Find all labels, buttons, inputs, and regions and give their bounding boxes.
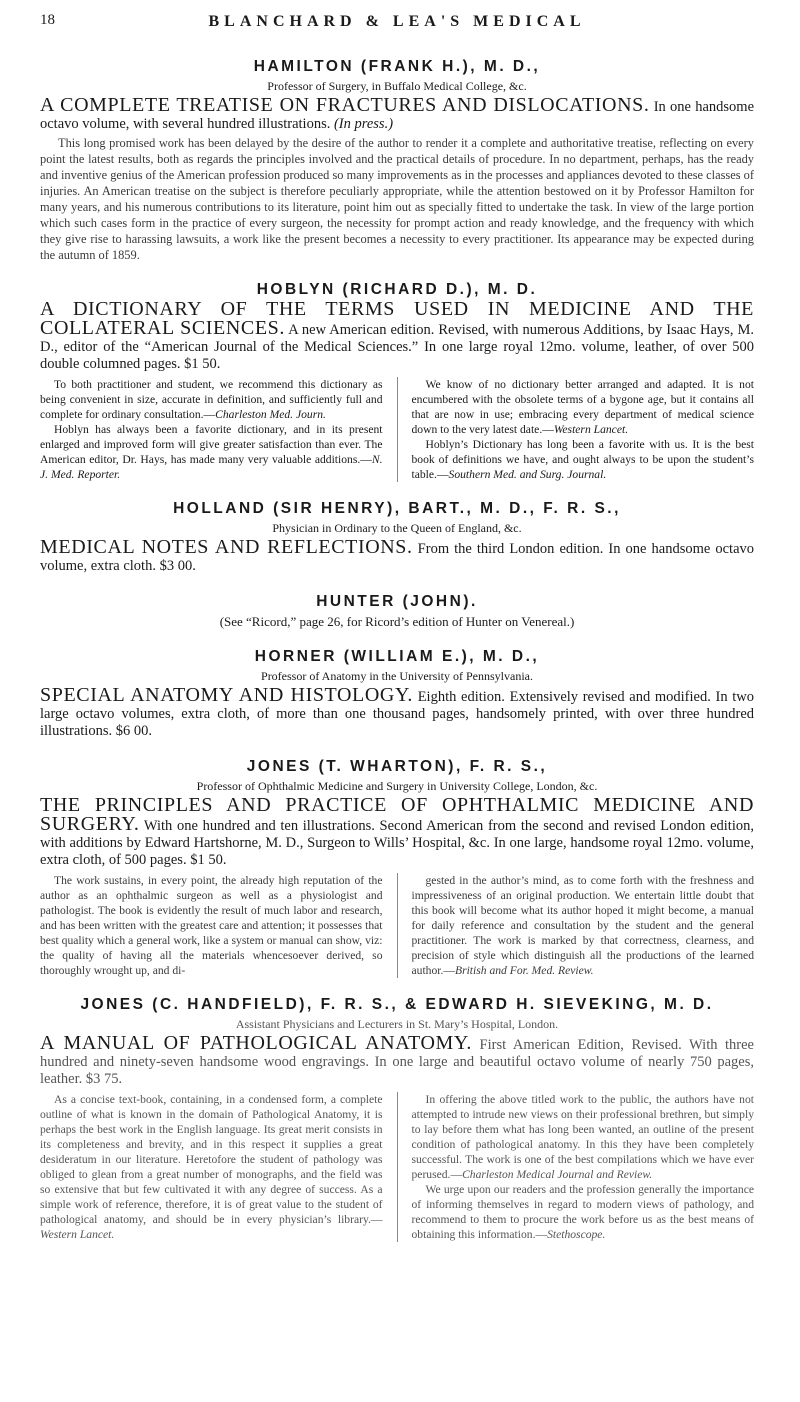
book-description: This long promised work has been delayed by the desire of the author to render it a complete and authoritative treatise, reflecting on every point the latest results, both as regards the principles involved and the practical details of procedure. In no department, perhaps, has the ready and inventive genius of the American profession produced so many improvements as in the processes and appliances devoted to these classes of injuries. An American treatise on the subject is therefore peculiarly appropriate, while the attention bestowed on it by Professor Hamilton for many years, and his numerous contributions to its literature, point him out as specially fitted to undertake the task. In view of the large portion which such cases form in the practice of every surgeon, the necessity for prompt action and ready knowledge, and the frequency with which they give rise to harassing lawsuits, a work like the present becomes a necessity to every practitioner. Its appearance may be expected during the autumn of 1859. [40, 136, 754, 262]
review-quote: gested in the author’s mind, as to come forth with the freshness and impressiveness of an original production. We entertain little doubt that this book will become what its author hoped it might become, a manual for daily reference and consultation by the student and the general practitioner. The work is marked by that correctness, clearness, and precision of style which distinguish all the productions of the learned author.—British and For. Med. Review. [411, 874, 754, 977]
reviews-right-column [412, 1092, 755, 1242]
book-title: MEDICAL NOTES AND REFLECTIONS. [40, 536, 413, 558]
review-quote: We urge upon our readers and the profession generally the importance of informing themselves in regard to modern views of pathology, and recommend to them to procure the work before us as the best means of obtaining this information.—Stethoscope. [411, 1183, 754, 1241]
book-details: With one hundred and ten illustrations. Second American from the second and revised London edition, with additions by Edward Hartshorne, M. D., Surgeon to Wills’ Hospital, &c. In one large, handsome royal 12mo. volume, extra cloth, of 500 pages. $1 50. [40, 818, 754, 868]
reviews [40, 377, 754, 482]
review-quote: As a concise text-book, containing, in a condensed form, a complete outline of what is known in the domain of Pathological Anatomy, it is perhaps the best work in the English language. Its great merit consists in its completeness and brevity, and in this respect it supplies a great desideratum in our literature. Heretofore the student of pathology was obliged to glean from a great number of monographs, and the field was so extensive that but few cultivated it with any degree of success. As a simple work of reference, therefore, it is of great value to the student of pathological anatomy, and should be in every physician’s library.—Western Lancet. [40, 1093, 383, 1241]
entry-jones-wharton [40, 758, 754, 978]
running-title: BLANCHARD & LEA'S MEDICAL [208, 13, 586, 30]
review-quote: The work sustains, in every point, the already high reputation of the author as an ophthalmic surgeon as well as a physiologist and pathologist. The book is evidently the result of much labor and research, and has been written with the greatest care and attention; it possesses that best quality which a general work, like a system or manual can show, viz: the quality of having all the materials whencesoever derived, so thoroughly wrought up, and di- [40, 874, 383, 977]
book-details: First American Edition, Revised. With three hundred and ninety-seven handsome wood engravings. In one large and beautiful octavo volume of nearly 750 pages, leather. $3 75. [40, 1037, 754, 1087]
entry-hamilton [40, 58, 754, 263]
book-title-line [40, 94, 755, 133]
entry-jones-sieveking [40, 996, 754, 1242]
reviews-left-column [40, 377, 383, 482]
reviews [40, 1092, 754, 1242]
review-quote: Hoblyn’s Dictionary has long been a favorite with us. It is the best book of definitions we have, and ought always to be upon the student’s table.—Southern Med. and Surg. Journal. [411, 438, 754, 481]
review-quote: In offering the above titled work to the public, the authors have not attempted to intrude new views on their professional brethren, but simply to lay before them what has long been wanted, an outline of the present condition of pathological anatomy. In this they have been completely successful. The work is one of the best compilations which we have ever perused.—Charleston Medical Journal and Review. [411, 1093, 754, 1181]
author-heading: HOBLYN (RICHARD D.), M. D. [256, 281, 538, 298]
book-status: (In press.) [333, 116, 394, 132]
book-details: In one handsome octavo volume, with several hundred illustrations. [40, 99, 755, 132]
book-details: A new American edition. Revised, with numerous Additions, by Isaac Hays, M. D., editor of the “American Journal of the Medical Sciences.” In one large royal 12mo. volume, leather, of over 500 double columned pages. $1 50. [40, 322, 755, 372]
book-title: THE PRINCIPLES AND PRACTICE OF OPHTHALMIC MEDICINE AND SURGERY. [40, 794, 754, 835]
reviews-left-column [40, 873, 383, 978]
book-details: Eighth edition. Extensively revised and modified. In two large octavo volumes, extra cloth, of more than one thousand pages, handsomely printed, with over three hundred illustrations. $6 00. [40, 689, 754, 739]
author-affiliation: Professor of Anatomy in the University of Pennsylvania. [261, 669, 533, 683]
entry-hunter [40, 593, 754, 630]
book-title-line [40, 794, 754, 869]
entry-hoblyn [40, 281, 754, 482]
author-heading: HAMILTON (FRANK H.), M. D., [253, 58, 541, 75]
book-title: A MANUAL OF PATHOLOGICAL ANATOMY. [40, 1032, 472, 1054]
reviews-right-column [412, 377, 755, 482]
page-number: 18 [40, 12, 55, 28]
review-quote: To both practitioner and student, we recommend this dictionary as being convenient in size, accurate in definition, and sufficiently full and complete for ordinary consultation.—Charleston Med. Journ. [40, 378, 383, 421]
book-title-line [40, 298, 755, 373]
book-title-line [40, 1032, 754, 1088]
column-divider [397, 1092, 398, 1242]
book-title: SPECIAL ANATOMY AND HISTOLOGY. [40, 684, 414, 706]
author-heading: HORNER (WILLIAM E.), M. D., [254, 648, 540, 665]
reviews-left-column [40, 1092, 383, 1242]
book-title: A COMPLETE TREATISE ON FRACTURES AND DISLOCATIONS. [40, 94, 650, 116]
entry-holland [40, 500, 754, 575]
book-title-line [40, 684, 754, 740]
running-head [40, 0, 754, 40]
book-title-line [40, 536, 754, 575]
entry-horner [40, 648, 754, 740]
author-heading: JONES (T. WHARTON), F. R. S., [246, 758, 548, 775]
author-heading: JONES (C. HANDFIELD), F. R. S., & EDWARD H. SIEVEKING, M. D. [80, 996, 714, 1013]
reviews [40, 873, 754, 978]
column-divider [397, 873, 398, 978]
author-affiliation: Physician in Ordinary to the Queen of England, &c. [272, 521, 522, 535]
author-heading: HUNTER (JOHN). [316, 593, 478, 610]
author-affiliation: Assistant Physicians and Lecturers in St. Mary’s Hospital, London. [235, 1017, 559, 1031]
book-details: From the third London edition. In one handsome octavo volume, extra cloth. $3 00. [40, 541, 754, 574]
cross-reference: (See “Ricord,” page 26, for Ricord’s edition of Hunter on Venereal.) [219, 614, 575, 629]
book-title: A DICTIONARY OF THE TERMS USED IN MEDICINE AND THE COLLATERAL SCIENCES. [40, 298, 754, 339]
review-quote: We know of no dictionary better arranged and adapted. It is not encumbered with the obsolete terms of a bygone age, but it contains all that are now in use; embracing every department of medical science down to the very latest date.—Western Lancet. [411, 378, 754, 436]
author-affiliation: Professor of Surgery, in Buffalo Medical College, &c. [267, 79, 527, 93]
reviews-right-column [412, 873, 755, 978]
author-affiliation: Professor of Ophthalmic Medicine and Surgery in University College, London, &c. [196, 779, 598, 793]
column-divider [397, 377, 398, 482]
review-quote: Hoblyn has always been a favorite dictionary, and in its present enlarged and improved form will give greater satisfaction than ever. The American editor, Dr. Hays, has made many very valuable additions.—N. J. Med. Reporter. [40, 423, 383, 481]
author-heading: HOLLAND (SIR HENRY), BART., M. D., F. R. S., [173, 500, 621, 517]
